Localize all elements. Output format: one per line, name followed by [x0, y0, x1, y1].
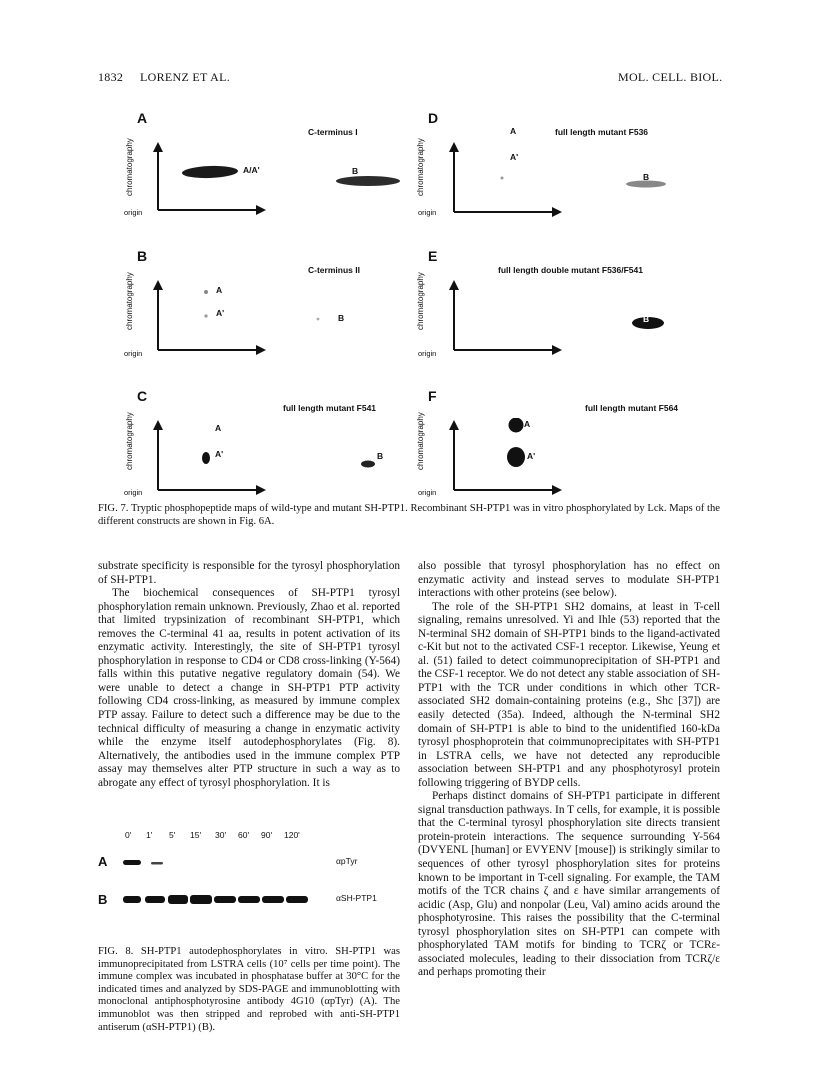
- paragraph: The biochemical consequences of SH-PTP1 tyrosyl phosphorylation remain unknown. Previously, Zhao et al. reported that limited trypsinization of recombinant SH-PTP1, which removes the C-terminal 41 aa, results in potent activation of its enzymatic activity. Interestingly, the site of SH-PTP1 tyrosyl phosphorylation in response to CD4 or CD8 cross-linking (Y-564) falls within this putative negative regulatory domain (54). We were unable to detect a change in SH-PTP1 PTP activity following CD4 cross-linking, as measured by immune complex PTP assay. Failure to detect such a difference may be due to the technical difficulty of measuring a change in enzymatic activity while the enzyme itself autodephosphorylates (Fig. 8). Alternatively, the antibodies used in the immune complex PTP assay may themselves alter PTP structure in such a way as to abrogate any effect of tyrosyl phosphorylation. It is: [98, 587, 400, 789]
- running-authors: LORENZ ET AL.: [140, 70, 231, 84]
- spot-label-b-b: B: [338, 313, 345, 323]
- axis-label-d: chromatography: [416, 138, 425, 196]
- spot-label-d-a: A: [510, 126, 517, 136]
- origin-label-d: origin: [418, 208, 437, 217]
- spot-label-d-aprime: A': [510, 152, 519, 162]
- right-column: [418, 560, 720, 980]
- spot-label-a-aa: A/A': [243, 165, 260, 175]
- page-number: 1832: [98, 70, 124, 84]
- axis-label-a: chromatography: [125, 138, 134, 196]
- left-column: [98, 560, 400, 790]
- timepoint-label: 30': [215, 830, 227, 840]
- panel-letter-f: F: [428, 388, 437, 404]
- axis-label-f: chromatography: [416, 412, 425, 470]
- spot-label-e-b: B: [643, 314, 650, 324]
- timepoint-label: 0': [125, 830, 132, 840]
- origin-label-c: origin: [124, 488, 143, 497]
- timepoint-label: 90': [261, 830, 273, 840]
- paragraph: Perhaps distinct domains of SH-PTP1 participate in different signal transduction pathways. In T cells, for example, it is possible that the C-terminal tyrosyl phosphorylation site directs transient protein-protein interactions. The sequence surrounding Y-564 (DVYENL [human] or EVYENV [mouse]) is strikingly similar to sequences of other tyrosyl phosphorylation sites for proteins known to be important in T-cell signaling. For example, the TAM motifs of the TCR chains ζ and ε have similar arrangements of acidic (Asp, Glu) and nonpolar (Leu, Val) amino acids around the phosphotyrosine. This raises the possibility that the C-terminal tyrosyl phosphorylation sites on SH-PTP1 can compete with phosphorylated TAM motifs for binding to TCRζ or TCRε-associated molecules, leading to their dissociation from TCRζ/ε and perhaps promoting their: [418, 790, 720, 979]
- tlc-map-b: [140, 278, 400, 358]
- spot-label-c-a: A: [215, 423, 222, 433]
- spot-label-d-b: B: [643, 172, 650, 182]
- tlc-map-f: [432, 418, 692, 498]
- spot-label-b-aprime: A': [216, 308, 225, 318]
- timepoint-label: 15': [190, 830, 202, 840]
- origin-label-a: origin: [124, 208, 143, 217]
- paragraph: The role of the SH-PTP1 SH2 domains, at least in T-cell signaling, remains unresolved. Yi and Ihle (53) reported that the N-terminal SH2 domain of SH-PTP1 binds to the ligand-activated c-Kit but not to the activated CSF-1 receptor. Likewise, Yeung et al. (51) failed to detect coimmunoprecipitation of SH-PTP1 and the CSF-1 receptor. We do not detect any stable association of SH-PTP1 with the TCR under conditions in which other TCR-associated SH2 domain-containing proteins (e.g., Shc [37]) are easily detected (35a). Indeed, although the N-terminal SH2 domain of SH-PTP1 is able to bind to the unidentified 160-kDa tyrosyl phosphoprotein that coimmunoprecipitates with SH-PTP1 in LSTRA cells, we have not detected any reproducible association between SH-PTP1 and any phosphotyrosyl protein following triggering of BYDP cells.: [418, 600, 720, 789]
- immunoblot: [118, 848, 333, 918]
- origin-label-e: origin: [418, 349, 437, 358]
- panel-title-e: full length double mutant F536/F541: [498, 265, 643, 275]
- spot-label-b-a: A: [216, 285, 223, 295]
- blot-row-letter-a: A: [98, 854, 108, 869]
- panel-title-f: full length mutant F564: [585, 403, 679, 413]
- timepoint-label: 5': [169, 830, 176, 840]
- panel-title-b: C-terminus II: [308, 265, 360, 275]
- figure-8: [98, 830, 400, 950]
- timepoint-label: 120': [284, 830, 300, 840]
- axis-label-c: chromatography: [125, 412, 134, 470]
- timepoint-label: 1': [146, 830, 153, 840]
- tlc-map-d: [432, 140, 692, 220]
- spot-label-c-aprime: A': [215, 449, 224, 459]
- panel-letter-d: D: [428, 110, 439, 126]
- origin-label-f: origin: [418, 488, 437, 497]
- blot-row-letter-b: B: [98, 892, 108, 907]
- origin-label-b: origin: [124, 349, 143, 358]
- panel-letter-a: A: [137, 110, 148, 126]
- figure-7-caption: FIG. 7. Tryptic phosphopeptide maps of wild-type and mutant SH-PTP1. Recombinant SH-PTP1 was in vitro phosphorylated by Lck. Maps of the different constructs are shown in Fig. 6A.: [98, 503, 720, 527]
- tlc-map-c: [140, 418, 400, 498]
- timepoint-label: 60': [238, 830, 250, 840]
- panel-letter-e: E: [428, 248, 438, 264]
- blot-row-label-a: αpTyr: [336, 856, 358, 866]
- spot-label-f-a: A: [524, 419, 531, 429]
- blot-row-label-b: αSH-PTP1: [336, 893, 377, 903]
- tlc-map-a: [140, 140, 400, 220]
- figure-8-caption: FIG. 8. SH-PTP1 autodephosphorylates in vitro. SH-PTP1 was immunoprecipitated from LSTRA cells (10⁷ cells per time point). The immune complex was incubated in phosphatase buffer at 30°C for the indicated times and analyzed by SDS-PAGE and immunoblotting with monoclonal antiphosphotyrosine antibody 4G10 (αpTyr) (A). The immunoblot was then stripped and reprobed with anti-SH-PTP1 antiserum (αSH-PTP1) (B).: [98, 946, 400, 1033]
- journal-name: MOL. CELL. BIOL.: [618, 70, 723, 84]
- panel-letter-b: B: [137, 248, 148, 264]
- spot-label-a-b: B: [352, 166, 359, 176]
- axis-label-e: chromatography: [416, 272, 425, 330]
- spot-label-f-aprime: A': [527, 451, 536, 461]
- panel-title-d: full length mutant F536: [555, 127, 649, 137]
- panel-letter-c: C: [137, 388, 148, 404]
- paragraph: substrate specificity is responsible for the tyrosyl phosphorylation of SH-PTP1.: [98, 560, 400, 586]
- panel-title-c: full length mutant F541: [283, 403, 377, 413]
- panel-title-a: C-terminus I: [308, 127, 358, 137]
- tlc-map-e: [432, 278, 692, 358]
- axis-label-b: chromatography: [125, 272, 134, 330]
- spot-label-c-b: B: [377, 451, 384, 461]
- paragraph: also possible that tyrosyl phosphorylation has no effect on enzymatic activity and instead serves to modulate SH-PTP1 interactions with other proteins (see below).: [418, 560, 720, 600]
- figure-7: [0, 0, 816, 500]
